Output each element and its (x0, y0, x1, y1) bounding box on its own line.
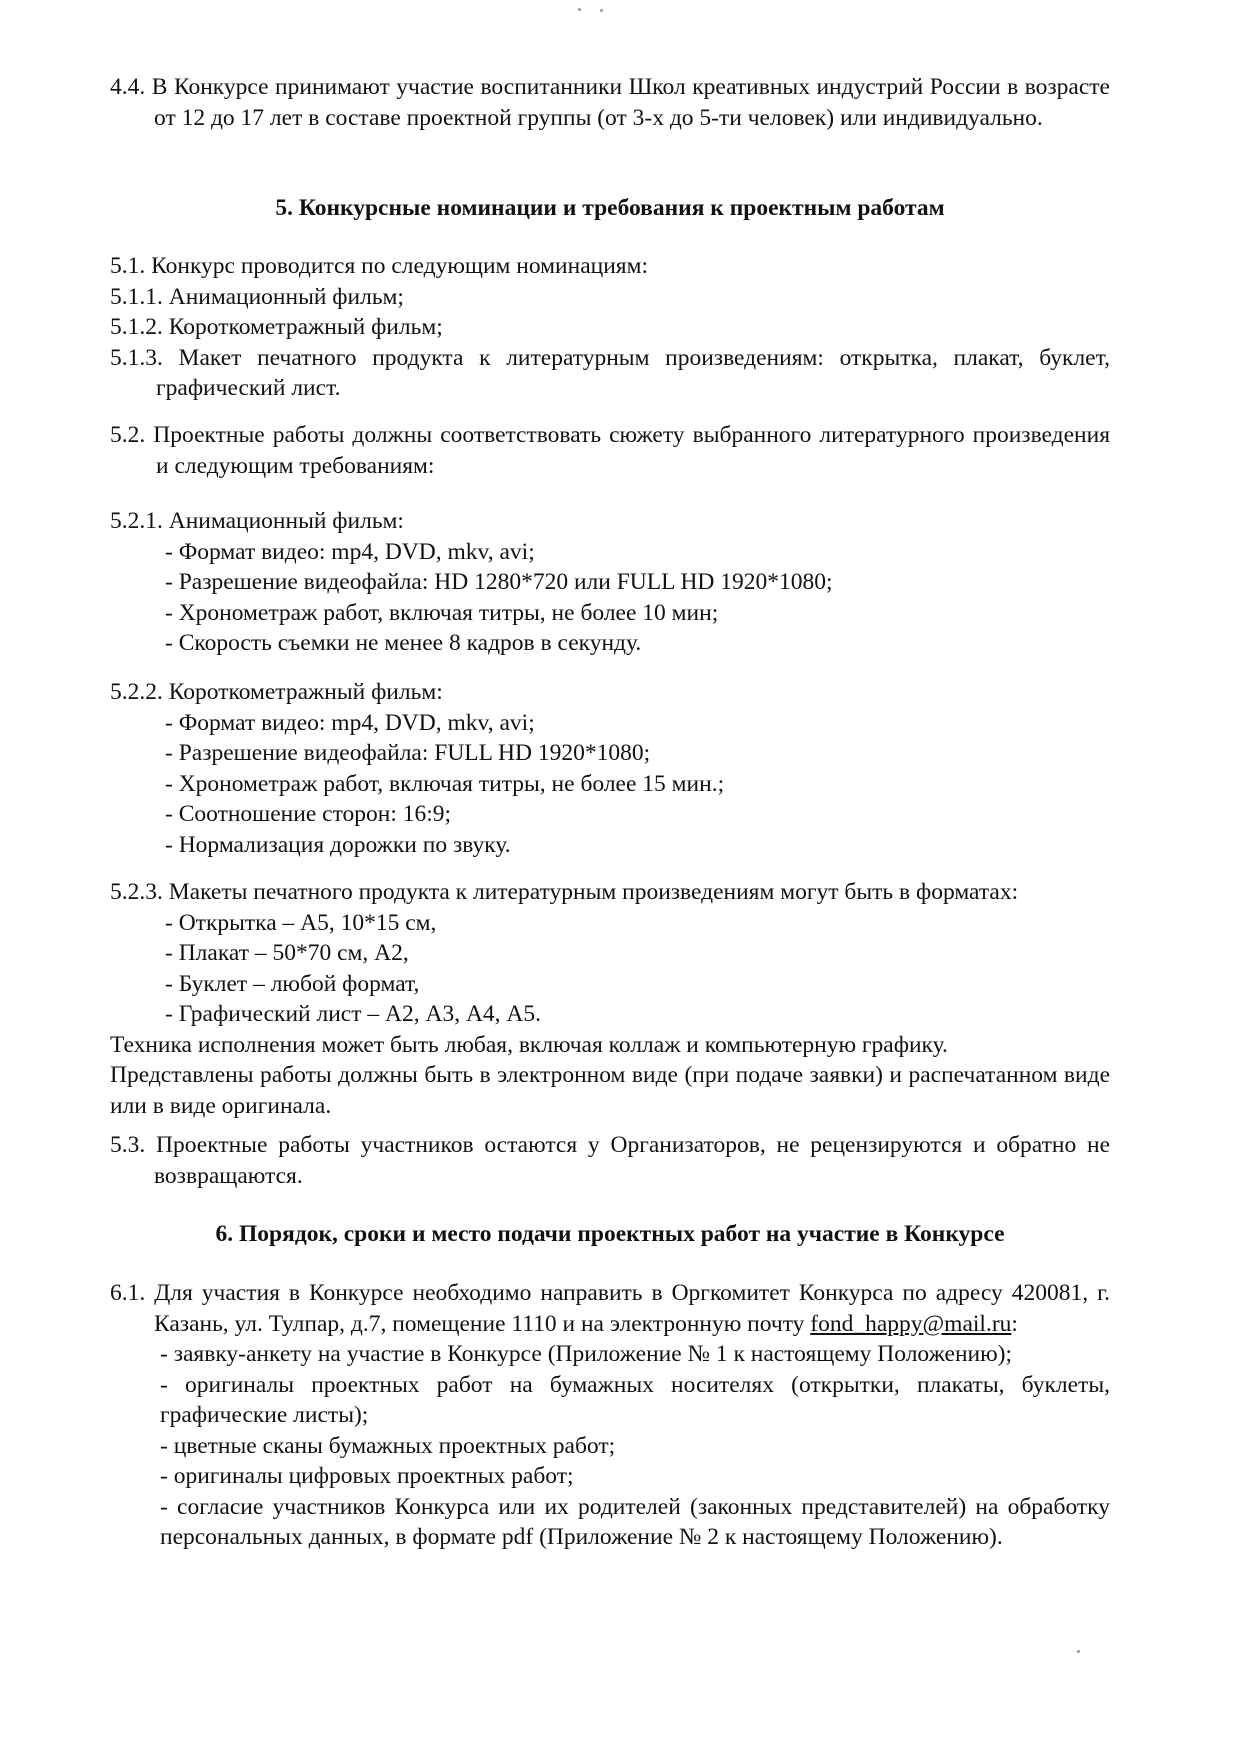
paragraph-6-1-colon: : (1011, 1310, 1018, 1337)
paragraph-5-1: 5.1. Конкурс проводится по следующим номинациям: (110, 253, 648, 279)
section-5-2-2 (110, 677, 1110, 860)
section-5-1 (110, 251, 1110, 404)
paragraph-5-2-1-title: 5.2.1. Анимационный фильм: (110, 508, 404, 534)
section-6-heading: 6. Порядок, сроки и место подачи проектных работ на участие в Конкурсе (215, 1221, 1005, 1247)
paragraph-4-4-text: 4.4. В Конкурсе принимают участие воспитанники Школ креативных индустрий России в возрасте от 12 до 17 лет в составе проектной группы (от 3-х до 5-ти человек) или индивидуально. (110, 74, 1110, 131)
technique-text: Техника исполнения может быть любая, включая коллаж и компьютерную графику. (110, 1031, 948, 1058)
scan-speck (1077, 1650, 1080, 1653)
list-item: - заявку-анкету на участие в Конкурсе (Приложение № 1 к настоящему Положению); (160, 1341, 1013, 1367)
list-item: - Буклет – любой формат, (165, 970, 420, 997)
list-item: - Соотношение сторон: 16:9; (165, 801, 452, 827)
list-item: - согласие участников Конкурса или их родителей (законных представителей) на обработку персональных данных, в формате pdf (Приложение № 2 к настоящему Положению). (160, 1493, 1110, 1550)
list-item: - Разрешение видеофайла: HD 1280*720 или FULL HD 1920*1080; (165, 569, 833, 595)
paragraph-6-1-text: 6.1. Для участия в Конкурсе необходимо направить в Оргкомитет Конкурса по адресу 420081, г. Казань, ул. Тулпар, д.7, помещение 1110 и на электронную почту (110, 1280, 1110, 1337)
paragraph-5-1-1: 5.1.1. Анимационный фильм; (110, 283, 404, 310)
list-item: - Скорость съемки не менее 8 кадров в секунду. (165, 630, 642, 656)
list-item: - Формат видео: mp4, DVD, mkv, avi; (165, 709, 535, 736)
paragraph-5-3: 5.3. Проектные работы участников остаются у Организаторов, не рецензируются и обратно не возвращаются. (110, 1132, 1110, 1189)
paragraph-5-2-3-title: 5.2.3. Макеты печатного продукта к литературным произведениям могут быть в форматах: (110, 879, 1019, 905)
list-item: - оригиналы цифровых проектных работ; (160, 1463, 574, 1489)
paragraph-6-1 (110, 1278, 1110, 1339)
list-item: - Формат видео: mp4, DVD, mkv, avi; (165, 538, 535, 565)
presented-text: Представлены работы должны быть в электронном виде (при подаче заявки) и распечатанном виде или в виде оригинала. (110, 1062, 1110, 1119)
section-5-3 (110, 1130, 1110, 1191)
section-5-heading: 5. Конкурсные номинации и требования к проектным работам (275, 195, 945, 221)
list-item: - Графический лист – А2, А3, А4, А5. (165, 1001, 542, 1027)
list-item: - Плакат – 50*70 см, А2, (165, 940, 409, 966)
list-item: - Хронометраж работ, включая титры, не более 15 мин.; (165, 770, 725, 797)
section-5-2 (110, 420, 1110, 481)
scan-speck (600, 9, 603, 12)
scan-speck (578, 8, 581, 11)
section-6-1 (110, 1278, 1110, 1553)
paragraph-5-1-2: 5.1.2. Короткометражный фильм; (110, 314, 443, 340)
list-item: - Нормализация дорожки по звуку. (165, 831, 511, 858)
list-item: - оригиналы проектных работ на бумажных носителях (открытки, плакаты, буклеты, графические листы); (160, 1371, 1110, 1428)
list-item: - Открытка – А5, 10*15 см, (165, 909, 437, 936)
list-item: - Хронометраж работ, включая титры, не более 10 мин; (165, 599, 719, 626)
paragraph-4-4 (110, 72, 1110, 133)
list-item: - Разрешение видеофайла: FULL HD 1920*1080; (165, 740, 651, 766)
paragraph-5-1-3: 5.1.3. Макет печатного продукта к литературным произведениям: открытка, плакат, буклет, графический лист. (110, 344, 1110, 401)
email-link[interactable]: fond_happy@mail.ru (810, 1310, 1012, 1337)
paragraph-5-2: 5.2. Проектные работы должны соответствовать сюжету выбранного литературного произведения и следующим требованиям: (110, 422, 1110, 479)
section-5-2-1 (110, 506, 1110, 659)
list-item: - цветные сканы бумажных проектных работ; (160, 1432, 616, 1459)
section-5-2-3 (110, 877, 1110, 1121)
paragraph-5-2-2-title: 5.2.2. Короткометражный фильм: (110, 679, 443, 705)
